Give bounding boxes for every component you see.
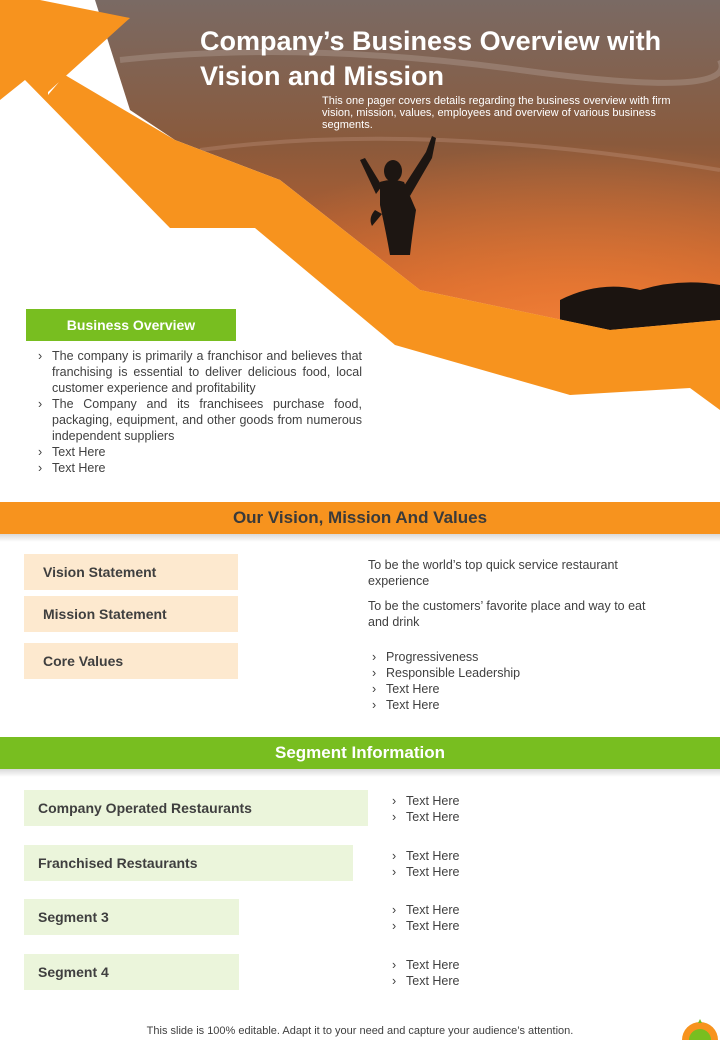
mission-statement-text: To be the customers’ favorite place and way to eat and drink [368, 599, 646, 629]
list-item: › Text Here [386, 957, 586, 973]
core-values-label: Core Values [24, 643, 238, 679]
list-item: › Text Here [32, 460, 362, 476]
segment-items [386, 848, 586, 880]
segment-label: Segment 3 [24, 899, 239, 935]
company-logo-icon [681, 1016, 719, 1040]
segment-items [386, 902, 586, 934]
vision-statement-label: Vision Statement [24, 554, 238, 590]
list-item: › Responsible Leadership [366, 665, 666, 681]
page-subtitle: This one pager covers details regarding the business overview with firm vision, mission, values, employees and overview of various business segments. [322, 95, 671, 131]
list-item: › Text Here [32, 444, 362, 460]
segment-section-heading: Segment Information [0, 737, 720, 769]
list-item: › Text Here [386, 809, 586, 825]
list-item: › The company is primarily a franchisor and believes that franchising is essential to deliver delicious food, local customer experience and profitability [32, 348, 362, 396]
mission-statement-label: Mission Statement [24, 596, 238, 632]
section-divider [0, 534, 720, 542]
list-item: › Text Here [386, 848, 586, 864]
list-item: › Text Here [366, 681, 666, 697]
segment-label: Segment 4 [24, 954, 239, 990]
vision-section-heading: Our Vision, Mission And Values [0, 502, 720, 534]
list-item: › Text Here [386, 793, 586, 809]
list-item: › Progressiveness [366, 649, 666, 665]
business-overview-label: Business Overview [26, 309, 236, 341]
list-item: › Text Here [386, 918, 586, 934]
vision-statement-text: To be the world’s top quick service restaurant experience [368, 558, 618, 588]
footer-note: This slide is 100% editable. Adapt it to your need and capture your audience’s attention. [146, 1025, 574, 1037]
segment-label: Franchised Restaurants [24, 845, 353, 881]
section-divider [0, 769, 720, 777]
list-item: › Text Here [386, 973, 586, 989]
segment-items [386, 793, 586, 825]
page-title: Company’s Business Overview with Vision and Mission [200, 26, 662, 91]
list-item: › Text Here [386, 902, 586, 918]
segment-items [386, 957, 586, 989]
segment-label: Company Operated Restaurants [24, 790, 368, 826]
list-item: › The Company and its franchisees purchase food, packaging, equipment, and other goods from numerous independent suppliers [32, 396, 362, 444]
list-item: › Text Here [386, 864, 586, 880]
core-values-list [366, 649, 666, 713]
list-item: › Text Here [366, 697, 666, 713]
business-overview-list [32, 348, 362, 476]
